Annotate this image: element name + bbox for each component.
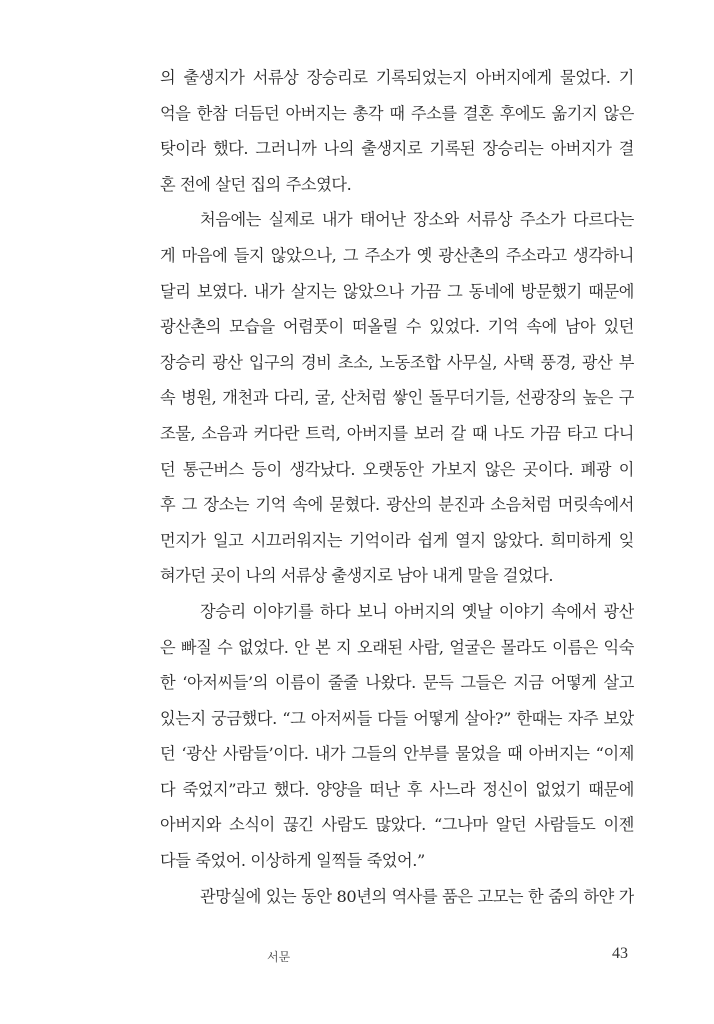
text-line: 다들 죽었어. 이상하게 일찍들 죽었어.” <box>160 851 425 871</box>
text-line: 던 통근버스 등이 생각났다. 오랫동안 가보지 않은 곳이다. 폐광 이 <box>160 459 634 479</box>
text-line: 혀가던 곳이 나의 서류상 출생지로 남아 내게 말을 걸었다. <box>160 566 554 586</box>
body-text <box>160 60 634 914</box>
text-line: 은 빠질 수 없었다. 안 본 지 오래된 사람, 얼굴은 몰라도 이름은 익숙 <box>160 637 634 657</box>
text-line: 억을 한참 더듬던 아버지는 총각 때 주소를 결혼 후에도 옮기지 않은 <box>160 103 634 123</box>
text-line: 혼 전에 살던 집의 주소였다. <box>160 174 352 194</box>
text-line: 장승리 광산 입구의 경비 초소, 노동조합 사무실, 사택 풍경, 광산 부 <box>160 352 634 372</box>
page-number: 43 <box>612 945 628 962</box>
text-line: 후 그 장소는 기억 속에 묻혔다. 광산의 분진과 소음처럼 머릿속에서 <box>160 495 634 515</box>
paragraph-start-line: 처음에는 실제로 내가 태어난 장소와 서류상 주소가 다르다는 <box>200 210 634 230</box>
text-line: 게 마음에 들지 않았으나, 그 주소가 옛 광산촌의 주소라고 생각하니 <box>160 245 634 265</box>
text-line: 먼지가 일고 시끄러워지는 기억이라 쉽게 열지 않았다. 희미하게 잊 <box>160 530 634 550</box>
text-line: 다 죽었지”라고 했다. 양양을 떠난 후 사느라 정신이 없었기 때문에 <box>160 779 634 799</box>
paragraph-start-line: 장승리 이야기를 하다 보니 아버지의 옛날 이야기 속에서 광산 <box>200 601 634 621</box>
text-line: 의 출생지가 서류상 장승리로 기록되었는지 아버지에게 물었다. 기 <box>160 68 634 87</box>
text-line: 있는지 궁금했다. “그 아저씨들 다들 어떻게 살아?” 한때는 자주 보았 <box>160 708 634 728</box>
text-line: 달리 보였다. 내가 살지는 않았으나 가끔 그 동네에 방문했기 때문에 <box>160 281 634 301</box>
text-line: 던 ‘광산 사람들’이다. 내가 그들의 안부를 물었을 때 아버지는 “이제 <box>160 744 634 764</box>
text-line: 조물, 소음과 커다란 트럭, 아버지를 보러 갈 때 나도 가끔 타고 다니 <box>160 423 634 443</box>
paragraph-start-line: 관망실에 있는 동안 80년의 역사를 품은 고모는 한 줌의 하얀 가 <box>200 886 634 906</box>
text-line: 속 병원, 개천과 다리, 굴, 산처럼 쌓인 돌무더기들, 선광장의 높은 구 <box>160 388 634 408</box>
text-line: 한 ‘아저씨들’의 이름이 줄줄 나왔다. 문득 그들은 지금 어떻게 살고 <box>160 673 634 693</box>
text-line: 광산촌의 모습을 어렴풋이 떠올릴 수 있었다. 기억 속에 남아 있던 <box>160 317 634 337</box>
text-line: 아버지와 소식이 끊긴 사람도 많았다. “그나마 알던 사람들도 이젠 <box>160 815 634 835</box>
text-line: 탓이라 했다. 그러니까 나의 출생지로 기록된 장승리는 아버지가 결 <box>160 139 634 159</box>
running-footer-title: 서문 <box>267 950 291 964</box>
